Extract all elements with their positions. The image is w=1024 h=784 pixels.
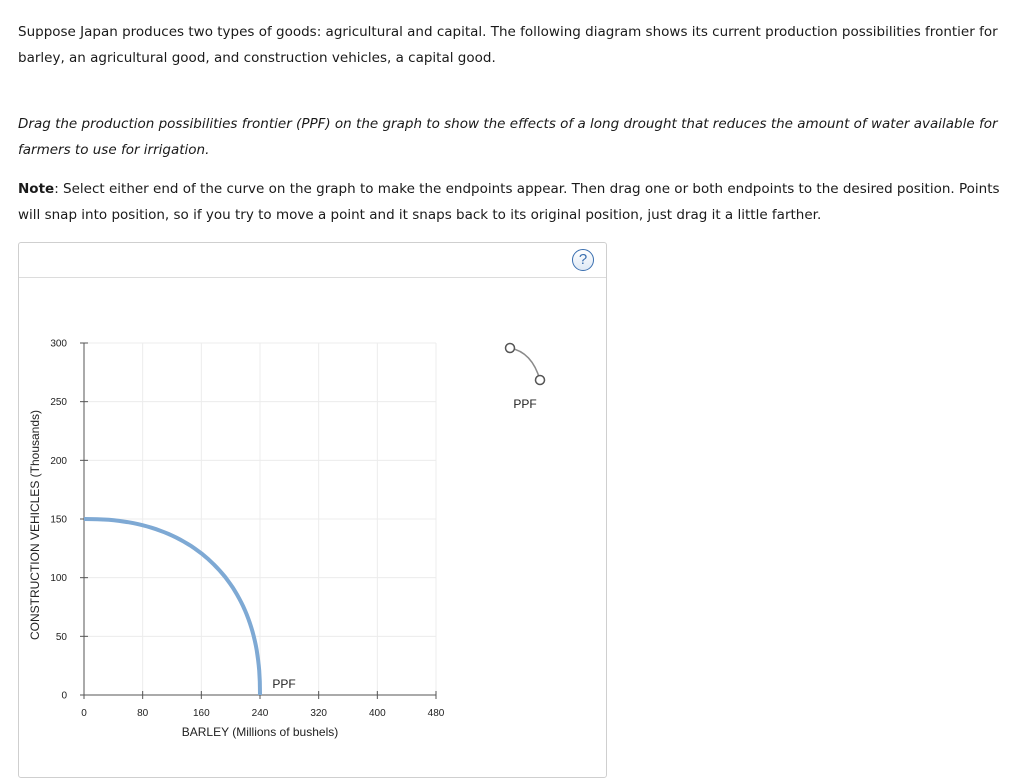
question-icon[interactable]: ?: [572, 249, 594, 271]
palette-label: PPF: [513, 397, 537, 411]
y-tick-label: 300: [50, 338, 67, 350]
y-tick-label: 0: [61, 690, 67, 702]
palette-endpoint-bottom: [536, 376, 545, 385]
x-tick-label: 240: [251, 708, 269, 719]
ppf-curve-group[interactable]: [84, 519, 296, 695]
question-task: Drag the production possibilities frontier (PPF) on the graph to show the effects of a long drought that reduces the amount of water available for farmers to use for irrigation.: [18, 116, 998, 158]
x-axis-title: BARLEY (Millions of bushels): [181, 725, 339, 739]
chart-axes: [50, 339, 444, 720]
x-tick-label: 80: [137, 708, 149, 719]
ppf-curve[interactable]: [84, 519, 260, 695]
y-tick-label: 250: [50, 397, 67, 409]
y-tick-label: 50: [55, 631, 67, 643]
x-tick-label: 400: [368, 708, 386, 719]
question-intro: Suppose Japan produces two types of goods: agricultural and capital. The following diagram shows its current production possibilities frontier for barley, an agricultural good, and construction vehicles, a capital good.: [18, 24, 998, 66]
y-tick-label: 150: [50, 514, 67, 526]
palette-curve-icon: [510, 348, 540, 380]
y-tick-label: 200: [50, 455, 67, 467]
palette-endpoint-top: [506, 344, 515, 353]
x-tick-label: 480: [427, 708, 445, 719]
palette-ppf-tool[interactable]: [506, 344, 545, 412]
note-label: Note: [18, 181, 55, 197]
note-text: : Select either end of the curve on the graph to make the endpoints appear. Then drag one or both endpoints to the desired position. Points will snap into position, so if you try to move a point and it snaps back to its original position, just drag it a little farther.: [18, 181, 1000, 223]
ppf-curve-label: PPF: [272, 677, 296, 691]
y-tick-label: 100: [50, 573, 67, 585]
x-tick-label: 0: [81, 708, 87, 719]
y-axis-title: CONSTRUCTION VEHICLES (Thousands): [28, 409, 42, 641]
x-tick-label: 160: [192, 708, 210, 719]
x-tick-label: 320: [310, 708, 328, 719]
chart-grid: [84, 343, 436, 695]
